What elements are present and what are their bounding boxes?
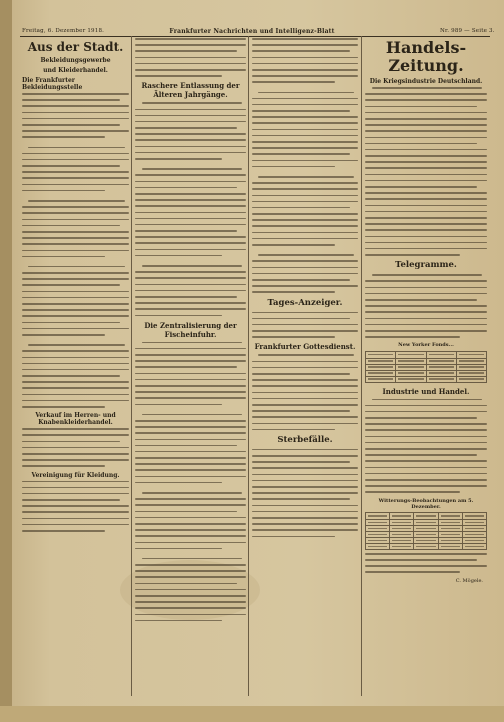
article-heading: Telegramme. <box>395 260 457 271</box>
header-rule <box>20 36 490 37</box>
article-body <box>135 342 246 622</box>
caption: Verkauf im Herren- und Knabenkleiderhandel. <box>35 412 116 427</box>
column-local-news <box>22 38 129 536</box>
column-announcements <box>252 38 358 542</box>
column-divider <box>361 36 362 696</box>
article-heading: Industrie und Handel. <box>382 386 470 396</box>
article-body <box>365 399 487 493</box>
column-news <box>135 38 246 626</box>
page-edge-left <box>0 0 12 722</box>
column-business <box>365 38 487 584</box>
issue-date: Freitag, 6. Dezember 1918. <box>22 28 105 34</box>
article-subheading: und Kleiderhandel. <box>43 67 108 74</box>
article-body <box>365 274 487 337</box>
article-body <box>22 481 129 532</box>
masthead: Frankfurter Nachrichten und Intelligenz-Blatt <box>169 28 335 35</box>
article-body <box>252 354 358 430</box>
article-body <box>252 449 358 537</box>
article-body <box>252 38 358 293</box>
table-title: Witterungs-Beobachtungen am 5. Dezember. <box>378 497 474 510</box>
article-heading: Die Zentralisierung der Fischeinfuhr. <box>144 320 237 339</box>
weather-table <box>365 512 487 550</box>
article-heading: Raschere Entlassung der Älteren Jahrgänge. <box>141 81 240 100</box>
article-body <box>365 87 487 256</box>
article-heading: Frankfurter Gottesdienst. <box>254 342 356 352</box>
article-body <box>135 102 246 316</box>
stock-table <box>365 351 487 383</box>
article-heading: Bekleidungsgewerbe <box>40 57 111 64</box>
article-body <box>22 428 129 467</box>
article-heading: Tages-Anzeiger. <box>267 297 343 308</box>
article-body <box>135 38 246 77</box>
table-title: New Yorker Fonds... <box>398 342 454 349</box>
article-body <box>252 312 358 338</box>
section-title: Handels-Zeitung. <box>385 38 467 75</box>
caption: Vereinigung für Kleidung. <box>31 471 120 479</box>
article-lead: Die Frankfurter Bekleidungsstelle <box>22 77 83 91</box>
page-edge-bottom <box>0 706 504 722</box>
column-divider <box>248 36 249 696</box>
editor-signature: C. Mögele. <box>455 577 483 584</box>
page-number: Nr. 989 — Seite 3. <box>440 28 495 34</box>
article-heading: Sterbefälle. <box>277 434 333 445</box>
article-heading: Die Kriegsindustrie Deutschland. <box>369 78 483 85</box>
article-body <box>22 93 129 408</box>
column-divider <box>131 36 132 696</box>
section-title: Aus der Stadt. <box>27 40 124 54</box>
article-body <box>365 553 487 573</box>
